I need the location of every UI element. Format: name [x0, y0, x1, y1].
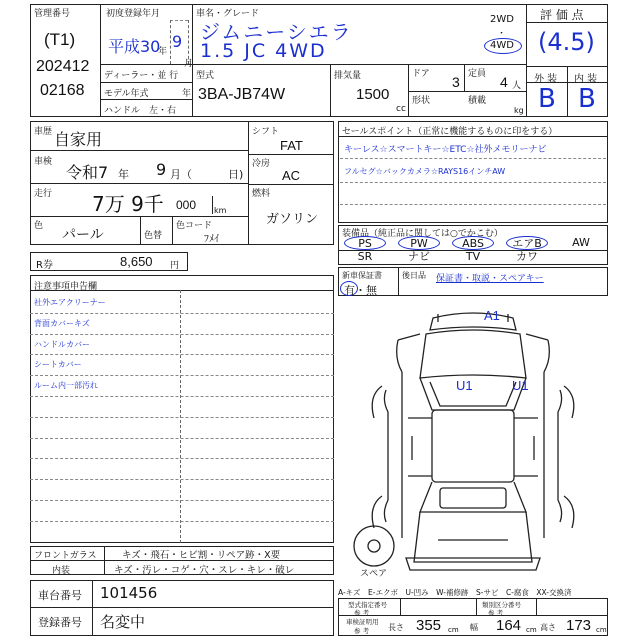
equipment-item: ナビ — [408, 250, 430, 263]
mileage-label: 走行 — [34, 189, 53, 199]
inspection-year-suffix: 年 — [118, 168, 129, 181]
equipment-item: ABS — [452, 236, 494, 250]
door-value: 3 — [452, 74, 460, 90]
notes-row — [30, 417, 334, 438]
type-value: 3BA-JB74W — [198, 86, 286, 103]
color-code-value: ﾌﾒｲ — [204, 234, 219, 245]
inspection-era: 令和7 — [66, 163, 109, 182]
height-label: 高さ — [540, 623, 556, 632]
front-glass-value: キズ・飛石・ヒビ割・リペア跡・X要 — [122, 550, 281, 561]
dealer-label: ディーラー・並 行 — [104, 71, 179, 81]
equipment-item: エアB — [506, 236, 548, 250]
cooling-label: 冷房 — [252, 159, 271, 169]
length-label: 長さ — [388, 623, 404, 632]
equipment-item: PW — [398, 236, 440, 250]
inspection-label: 車検 — [34, 157, 53, 167]
legend: A-キズ E-エクボ U-凹み W-補修跡 S-サビ C-腐食 XX-交換済 — [338, 588, 572, 597]
notes-item: シートカバー — [34, 360, 82, 370]
sales-label: セールスポイント（正常に機能するものに印をする） — [342, 127, 558, 137]
notes-row — [30, 521, 334, 542]
equipment-label: 装備品（純正品に関しては○でかこむ） — [342, 229, 503, 239]
color-code-label: 色コード — [176, 221, 213, 231]
notes-row — [30, 354, 334, 375]
r-unit: 円 — [170, 261, 180, 271]
front-glass-label: フロントガラス — [34, 551, 97, 561]
notes-row — [30, 313, 334, 334]
mileage-value: 7万 9千 — [92, 192, 164, 216]
drive-4wd: 4WD — [490, 40, 514, 51]
kg-unit: kg — [514, 106, 524, 115]
month-suffix: 月 — [184, 59, 194, 69]
cooling-value: AC — [282, 168, 301, 183]
notes-item: 背面カバーキズ — [34, 318, 90, 328]
shape-label: 形状 — [412, 96, 431, 106]
car-name: ジムニーシエラ — [200, 20, 353, 44]
reg-label: 登録番号 — [38, 616, 82, 629]
equipment-item: SR — [357, 250, 373, 263]
capacity-value: 4 — [500, 74, 508, 90]
interior-label: 内 装 — [574, 74, 598, 85]
sales-line2: フルセグ☆バックカメラ☆RAYS16インチAW — [344, 167, 506, 176]
equipment-item: カワ — [516, 250, 538, 263]
inspection-month: 9 — [156, 160, 167, 179]
color-replaced-label: 色替 — [144, 231, 163, 241]
height-value: 173 — [566, 617, 592, 634]
damage-mark-u1-right: U1 — [512, 378, 529, 393]
notes-row — [30, 396, 334, 417]
color-value: パール — [62, 227, 104, 243]
equipment-item: TV — [465, 250, 481, 263]
shift-label: シフト — [252, 127, 280, 137]
color-label: 色 — [34, 221, 44, 231]
car-grade: 1.5 JC 4WD — [200, 40, 327, 62]
displacement-label: 排気量 — [334, 71, 362, 81]
model-year-suffix: 年 — [182, 89, 192, 99]
inspection-day-suffix: 日) — [228, 168, 244, 181]
category-value: 自家用 — [54, 130, 103, 149]
notes-item: ルーム内一部汚れ — [34, 381, 98, 391]
class-num-label: 類別区分番号 — [482, 601, 521, 609]
drive-dot: ・ — [497, 29, 507, 39]
type-label: 型式 — [196, 71, 215, 81]
notes-item: ハンドルカバー — [34, 339, 90, 349]
width-label: 幅 — [470, 623, 478, 632]
mgmt-t: (T1) — [44, 30, 76, 49]
reg-value: 名変中 — [100, 613, 146, 631]
model-num-label: 型式指定番号 — [348, 601, 387, 609]
new-warranty-value: 有・無 — [344, 284, 377, 297]
eval-label: 評 価 点 — [540, 8, 584, 22]
damage-mark-a1: A1 — [484, 308, 500, 323]
width-unit: cm — [526, 626, 537, 634]
car-diagram — [338, 300, 608, 580]
chassis-value: 101456 — [100, 584, 158, 602]
chassis-label: 車台番号 — [38, 589, 82, 602]
dims-ref1: 参 考 — [354, 609, 370, 617]
notes-item: 社外エアクリーナー — [34, 298, 106, 307]
spare-label: スペア — [360, 569, 388, 579]
equipment-item: AW — [572, 236, 590, 249]
notes-row — [30, 334, 334, 355]
length-value: 355 — [416, 617, 442, 634]
capacity-label: 定員 — [468, 69, 487, 79]
first-reg-label: 初度登録年月 — [106, 9, 161, 19]
mgmt-num2: 02168 — [40, 82, 85, 99]
displacement-value: 1500 — [356, 86, 390, 103]
year-suffix: 年 — [158, 47, 168, 57]
notes-row — [30, 438, 334, 459]
cc-unit: cc — [396, 104, 406, 114]
mgmt-num1: 202412 — [36, 58, 90, 75]
category-label: 車歴 — [34, 127, 53, 137]
after-label: 後日品 — [402, 271, 426, 280]
handle-label: ハンドル 左・右 — [104, 106, 177, 116]
drive-2wd: 2WD — [490, 14, 514, 25]
eval-score: (4.5) — [538, 28, 595, 56]
equipment-item: PS — [344, 236, 386, 250]
fuel-label: 燃料 — [252, 189, 271, 199]
notes-row — [30, 479, 334, 500]
model-year-label: モデル年式 — [104, 89, 149, 99]
new-warranty-label: 新車保証書 — [342, 271, 382, 280]
bottom-interior-value: キズ・汚レ・コゲ・穴・スレ・キレ・破レ — [114, 565, 295, 576]
width-value: 164 — [496, 617, 522, 634]
shift-value: FAT — [280, 138, 303, 153]
dims-ref3: 参 考 — [354, 627, 370, 635]
after-value: 保証書・取説・スペアキー — [436, 274, 544, 284]
interior-grade: B — [578, 84, 596, 114]
equipment-item — [554, 250, 608, 264]
notes-label: 注意事項申告欄 — [34, 282, 98, 292]
notes-row — [30, 500, 334, 521]
car-name-label: 車名・グレード — [196, 9, 260, 19]
length-unit: cm — [448, 626, 459, 634]
mileage-000: 000 — [176, 198, 197, 212]
km-unit: km — [214, 206, 227, 215]
capacity-unit: 人 — [512, 81, 522, 91]
first-reg-month: 9 — [172, 32, 183, 51]
fuel-value: ガソリン — [266, 212, 319, 227]
bottom-interior-label: 内装 — [52, 566, 71, 576]
r-ticket-frame — [30, 252, 188, 271]
inspection-month-suffix: 月（ — [170, 168, 192, 181]
notes-row — [30, 458, 334, 479]
r-value: 8,650 — [120, 254, 153, 269]
exterior-label: 外 装 — [534, 74, 558, 85]
mgmt-label: 管理番号 — [34, 9, 71, 19]
sales-line1: キーレス☆スマートキー☆ETC☆社外メモリーナビ — [344, 145, 547, 155]
exterior-grade: B — [538, 84, 556, 114]
load-label: 積載 — [468, 96, 487, 106]
notes-row — [30, 375, 334, 396]
height-unit: cm — [596, 626, 607, 634]
r-label: R券 — [36, 260, 53, 271]
first-reg-era: 平成30 — [108, 37, 161, 56]
dims-ref2: 参 考 — [488, 609, 504, 617]
damage-mark-u1-left: U1 — [456, 378, 473, 393]
notes-row — [30, 292, 334, 313]
cert-label: 車検証明用 — [346, 618, 379, 626]
door-label: ドア — [412, 69, 430, 79]
